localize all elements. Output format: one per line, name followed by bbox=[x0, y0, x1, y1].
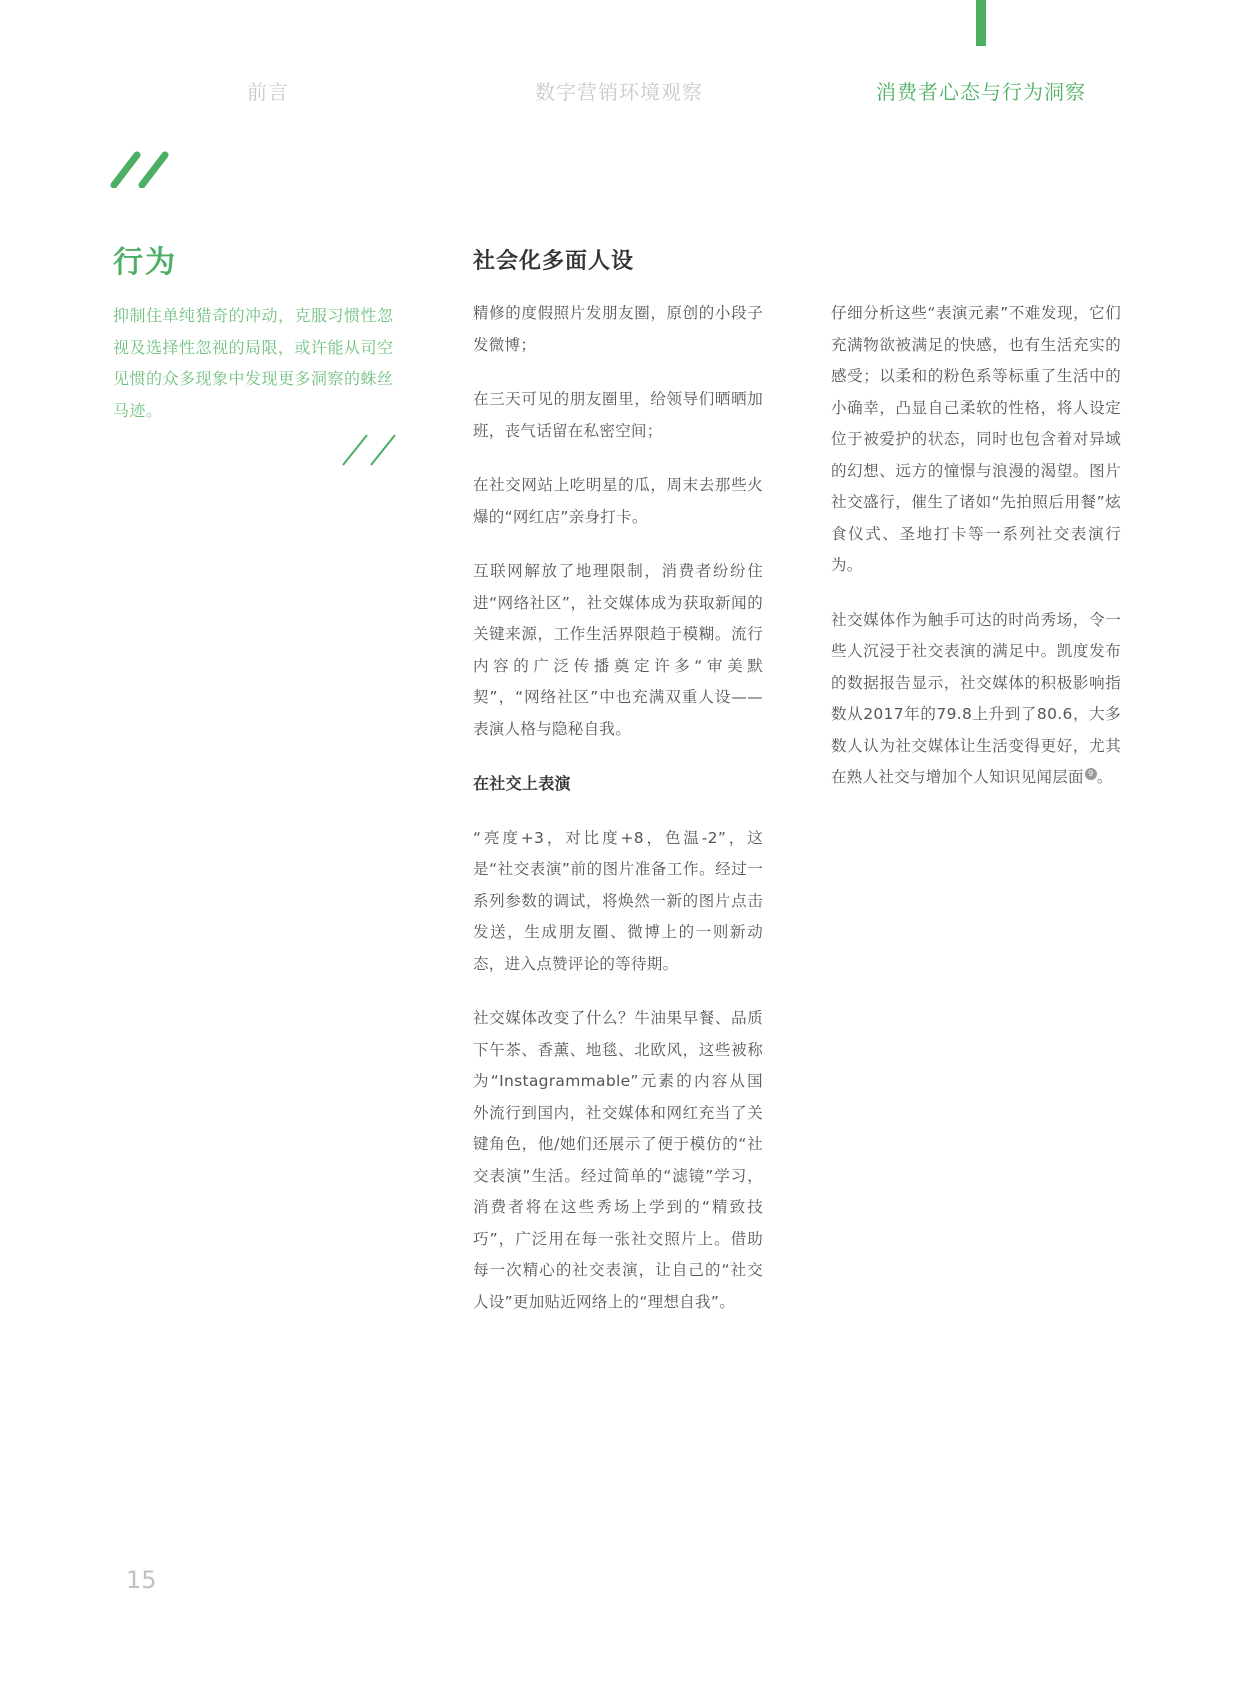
section-intro: 抑制住单纯猎奇的冲动，克服习惯性忽视及选择性忽视的局限，或许能从司空见惯的众多现象中发现更多洞察的蛛丝马迹。 bbox=[113, 306, 394, 420]
paragraph: 互联网解放了地理限制，消费者纷纷住进“网络社区”，社交媒体成为获取新闻的关键来源，工作生活界限趋于模糊。流行内容的广泛传播奠定许多“审美默契”，“网络社区”中也充满双重人设——表演人格与隐秘自我。 bbox=[473, 562, 763, 738]
active-section-indicator bbox=[976, 0, 986, 46]
paragraph-with-footnote bbox=[831, 605, 1121, 794]
tab-preface[interactable]: 前言 bbox=[247, 80, 289, 104]
right-column bbox=[831, 298, 1121, 817]
paragraph: 在三天可见的朋友圈里，给领导们晒晒加班，丧气话留在私密空间； bbox=[473, 390, 763, 440]
paragraph: 在社交网站上吃明星的瓜，周末去那些火爆的“网红店”亲身打卡。 bbox=[473, 476, 763, 526]
footnote-marker[interactable]: 9 bbox=[1085, 768, 1097, 780]
tab-consumer-insight[interactable]: 消费者心态与行为洞察 bbox=[876, 80, 1086, 104]
paragraph: 精修的度假照片发朋友圈，原创的小段子发微博； bbox=[473, 304, 763, 354]
section-title: 行为 bbox=[113, 245, 177, 280]
subheading: 在社交上表演 bbox=[473, 774, 571, 793]
column-heading: 社会化多面人设 bbox=[473, 249, 635, 274]
paragraph-end: 。 bbox=[1096, 768, 1113, 786]
middle-column bbox=[473, 298, 763, 1341]
paragraph: 社交媒体改变了什么？牛油果早餐、品质下午茶、香薰、地毯、北欧风，这些被称为“Instagrammable”元素的内容从国外流行到国内，社交媒体和网红充当了关键角色，他/她们还展示了便于模仿的“社交表演”生活。经过简单的“滤镜”学习，消费者将在这些秀场上学到的“精致技巧”，广泛用在每一张社交照片上。借助每一次精心的社交表演，让自己的“社交人设”更加贴近网络上的“理想自我”。 bbox=[473, 1009, 763, 1311]
tab-digital-marketing[interactable]: 数字营销环境观察 bbox=[535, 80, 703, 104]
page-number: 15 bbox=[126, 1566, 157, 1594]
double-slash-icon bbox=[110, 150, 174, 188]
paragraph: 仔细分析这些“表演元素”不难发现，它们充满物欲被满足的快感，也有生活充实的感受；以柔和的粉色系等标重了生活中的小确幸，凸显自己柔软的性格，将人设定位于被爱护的状态，同时也包含着对异域的幻想、远方的憧憬与浪漫的渴望。图片社交盛行，催生了诸如“先拍照后用餐”炫食仪式、圣地打卡等一系列社交表演行为。 bbox=[831, 304, 1121, 574]
paragraph-text: 社交媒体作为触手可达的时尚秀场，令一些人沉浸于社交表演的满足中。凯度发布的数据报告显示，社交媒体的积极影响指数从2017年的79.8上升到了80.6，大多数人认为社交媒体让生活变得更好，尤其在熟人社交与增加个人知识见闻层面 bbox=[831, 610, 1121, 786]
thin-double-slash-icon bbox=[340, 432, 402, 468]
paragraph: “亮度+3，对比度+8，色温-2”，这是“社交表演”前的图片准备工作。经过一系列参数的调试，将焕然一新的图片点击发送，生成朋友圈、微博上的一则新动态，进入点赞评论的等待期。 bbox=[473, 828, 763, 973]
